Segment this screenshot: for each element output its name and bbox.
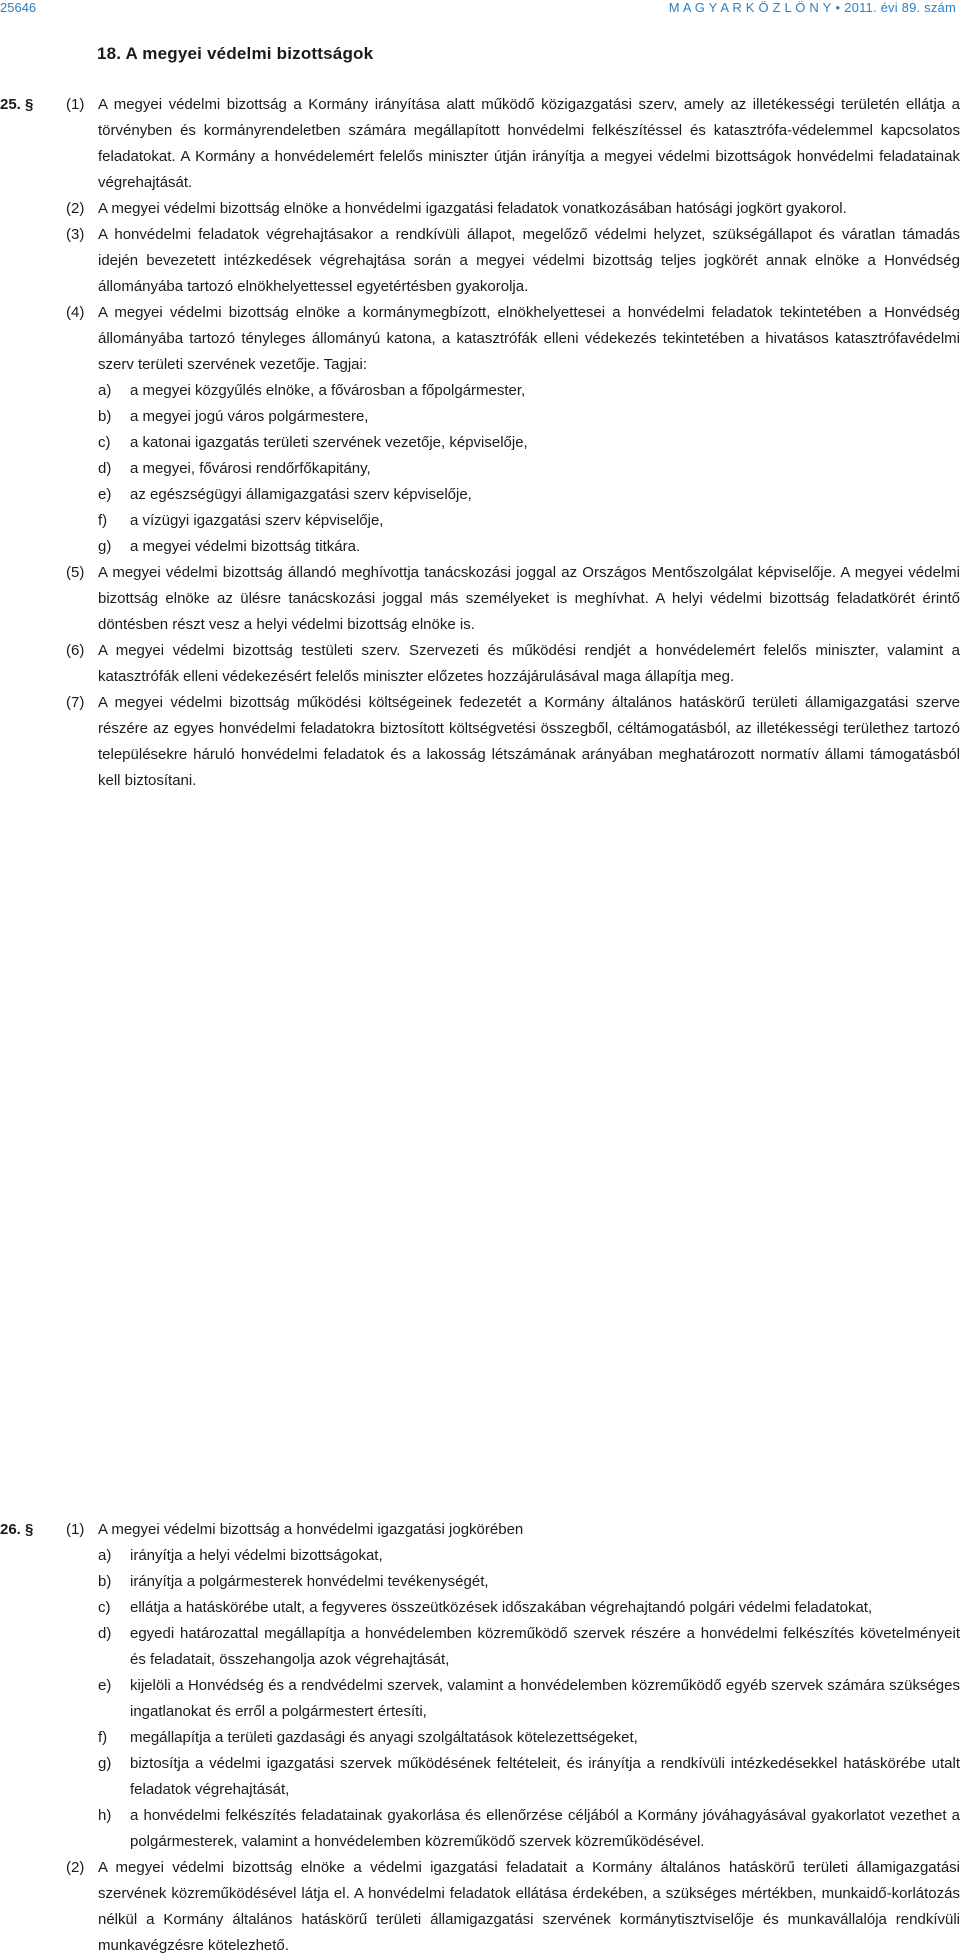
paragraph-text: A megyei védelmi bizottság működési költségeinek fedezetét a Kormány általános hatáskörű területi államigazgatási szerve részére az egyes honvédelmi feladatokra biztosított költségvetési összegből, céltámogatásból, az illetékességi területhez tartozó településekre háruló honvédelmi feladatok és a lakosság létszámának arányában meghatározott normatív állami támogatásból kell biztosítani. xyxy=(98,694,960,789)
paragraph xyxy=(66,638,960,690)
paragraph-number: (6) xyxy=(66,642,85,659)
paragraph-text: A megyei védelmi bizottság állandó meghívottja tanácskozási joggal az Országos Mentőszolgálat képviselője. A megyei védelmi bizottság elnöke az ülésre tanácskozási joggal más személyeket is meghívhat. A helyi védelmi bizottság feladatkörét érintő döntésben részt vesz a helyi védelmi bizottság elnöke is. xyxy=(98,564,960,633)
issue-number: 2011. évi 89. szám xyxy=(844,0,956,15)
paragraph-number: (4) xyxy=(66,304,85,321)
paragraph xyxy=(66,1517,960,1543)
list-item xyxy=(98,1673,960,1725)
item-text: megállapítja a területi gazdasági és anyagi szolgáltatások kötelezettségeket, xyxy=(130,1729,638,1746)
item-text: egyedi határozattal megállapítja a honvédelemben közreműködő szervek részére a honvédelmi felkészítés követelményeit és feladatait, összehangolja azok végrehajtását, xyxy=(130,1625,960,1668)
list-item xyxy=(98,430,960,456)
item-letter: a) xyxy=(98,1547,112,1564)
item-letter: f) xyxy=(98,1729,108,1746)
item-text: irányítja a helyi védelmi bizottságokat, xyxy=(130,1547,383,1564)
paragraph-text: A honvédelmi feladatok végrehajtásakor a rendkívüli állapot, megelőző védelmi helyzet, szükségállapot és váratlan támadás idején bevezetett intézkedések végrehajtása során a megyei védelmi bizottság teljes jogkörét annak elnöke a Honvédség állományába tartozó elnökhelyettessel egyetértésben gyakorolja. xyxy=(98,226,960,295)
item-letter: a) xyxy=(98,382,112,399)
item-letter: g) xyxy=(98,1755,112,1772)
list-item xyxy=(98,1595,960,1621)
list-item xyxy=(98,508,960,534)
paragraph-text: A megyei védelmi bizottság elnöke a kormánymegbízott, elnökhelyettesei a honvédelmi feladatok tekintetében a Honvédség állományába tartozó tényleges állományú katona, a katasztrófák elleni védekezés tekintetében a hivatásos katasztrófavédelmi szerv területi szervének vezetője. Tagjai: xyxy=(98,304,960,373)
bullet-separator: • xyxy=(835,0,841,15)
item-letter: d) xyxy=(98,460,112,477)
paragraph-number: (1) xyxy=(66,1521,85,1538)
item-letter: d) xyxy=(98,1625,112,1642)
item-text: irányítja a polgármesterek honvédelmi tevékenységét, xyxy=(130,1573,489,1590)
list-item xyxy=(98,378,960,404)
item-letter: h) xyxy=(98,1807,112,1824)
paragraph-number: (1) xyxy=(66,96,85,113)
running-header xyxy=(669,0,956,15)
item-letter: b) xyxy=(98,1573,112,1590)
section-number: 26. § xyxy=(0,1521,34,1538)
item-letter: b) xyxy=(98,408,112,425)
publication-name: M A G Y A R K Ö Z L Ö N Y xyxy=(668,0,832,15)
paragraph xyxy=(66,196,960,222)
paragraph-number: (5) xyxy=(66,564,85,581)
page-header xyxy=(0,0,960,22)
paragraph-number: (3) xyxy=(66,226,85,243)
item-text: a katonai igazgatás területi szervének vezetője, képviselője, xyxy=(130,434,528,451)
paragraph xyxy=(66,1855,960,1959)
item-text: a vízügyi igazgatási szerv képviselője, xyxy=(130,512,384,529)
list-item xyxy=(98,1621,960,1673)
item-letter: e) xyxy=(98,1677,112,1694)
chapter-title: 18. A megyei védelmi bizottságok xyxy=(97,44,374,63)
section-26 xyxy=(0,1517,960,1959)
paragraph xyxy=(66,300,960,378)
list-item xyxy=(98,456,960,482)
item-text: a honvédelmi felkészítés feladatainak gyakorlása és ellenőrzése céljából a Kormány jóváhagyásával gyakorlatot vezethet a polgármesterek, valamint a honvédelemben közreműködő szervek közreműködésével. xyxy=(130,1807,960,1850)
item-text: ellátja a hatáskörébe utalt, a fegyveres összeütközések időszakában végrehajtandó polgári védelmi feladatokat, xyxy=(130,1599,873,1616)
paragraph-text: A megyei védelmi bizottság elnöke a honvédelmi igazgatási feladatok vonatkozásában hatósági jogkört gyakorol. xyxy=(98,200,847,217)
paragraph xyxy=(66,690,960,794)
paragraph-text: A megyei védelmi bizottság a honvédelmi igazgatási jogkörében xyxy=(98,1521,524,1538)
paragraph xyxy=(66,92,960,196)
paragraph-number: (2) xyxy=(66,1859,85,1876)
item-text: a megyei védelmi bizottság titkára. xyxy=(130,538,361,555)
page-number: 25646 xyxy=(0,0,37,15)
item-letter: e) xyxy=(98,486,112,503)
paragraph xyxy=(66,560,960,638)
list-item xyxy=(98,1803,960,1855)
item-text: a megyei közgyűlés elnöke, a fővárosban a főpolgármester, xyxy=(130,382,526,399)
item-letter: c) xyxy=(98,1599,111,1616)
list-item xyxy=(98,482,960,508)
paragraph-number: (2) xyxy=(66,200,85,217)
list-item xyxy=(98,404,960,430)
item-letter: f) xyxy=(98,512,108,529)
paragraph-text: A megyei védelmi bizottság elnöke a védelmi igazgatási feladatait a Kormány általános hatáskörű területi államigazgatási szervének közreműködésével látja el. A honvédelmi feladatok ellátása érdekében, a szükséges mértékben, munkaidő-korlátozás nélkül a Kormány általános hatáskörű területi államigazgatási szervének kormánytisztviselője és munkavállalója rendkívüli munkavégzésre kötelezhető. xyxy=(98,1859,960,1954)
section-25 xyxy=(0,92,960,794)
paragraph-text: A megyei védelmi bizottság a Kormány irányítása alatt működő közigazgatási szerv, amely az illetékességi területén ellátja a törvényben és kormányrendeletben számára megállapított honvédelmi felkészítéssel és katasztrófa-védelemmel kapcsolatos feladatokat. A Kormány a honvédelemért felelős miniszter útján irányítja a megyei védelmi bizottságok honvédelmi feladatainak végrehajtását. xyxy=(98,96,960,191)
paragraph-text: A megyei védelmi bizottság testületi szerv. Szervezeti és működési rendjét a honvédelemért felelős miniszter, valamint a katasztrófák elleni védekezésért felelős miniszter előzetes hozzájárulásával maga állapítja meg. xyxy=(98,642,960,685)
item-text: kijelöli a Honvédség és a rendvédelmi szervek, valamint a honvédelemben közreműködő egyéb szervek számára szükséges ingatlanokat és erről a polgármestert értesíti, xyxy=(130,1677,960,1720)
item-text: a megyei, fővárosi rendőrfőkapitány, xyxy=(130,460,371,477)
item-text: az egészségügyi államigazgatási szerv képviselője, xyxy=(130,486,472,503)
item-letter: c) xyxy=(98,434,111,451)
list-item xyxy=(98,1725,960,1751)
item-letter: g) xyxy=(98,538,112,555)
paragraph-number: (7) xyxy=(66,694,85,711)
list-item xyxy=(98,1751,960,1803)
item-text: a megyei jogú város polgármestere, xyxy=(130,408,369,425)
list-item xyxy=(98,1569,960,1595)
section-number: 25. § xyxy=(0,96,34,113)
list-item xyxy=(98,1543,960,1569)
list-item xyxy=(98,534,960,560)
paragraph xyxy=(66,222,960,300)
item-text: biztosítja a védelmi igazgatási szervek működésének feltételeit, és irányítja a rendkívüli intézkedésekkel hatáskörébe utalt feladatok végrehajtását, xyxy=(130,1755,960,1798)
